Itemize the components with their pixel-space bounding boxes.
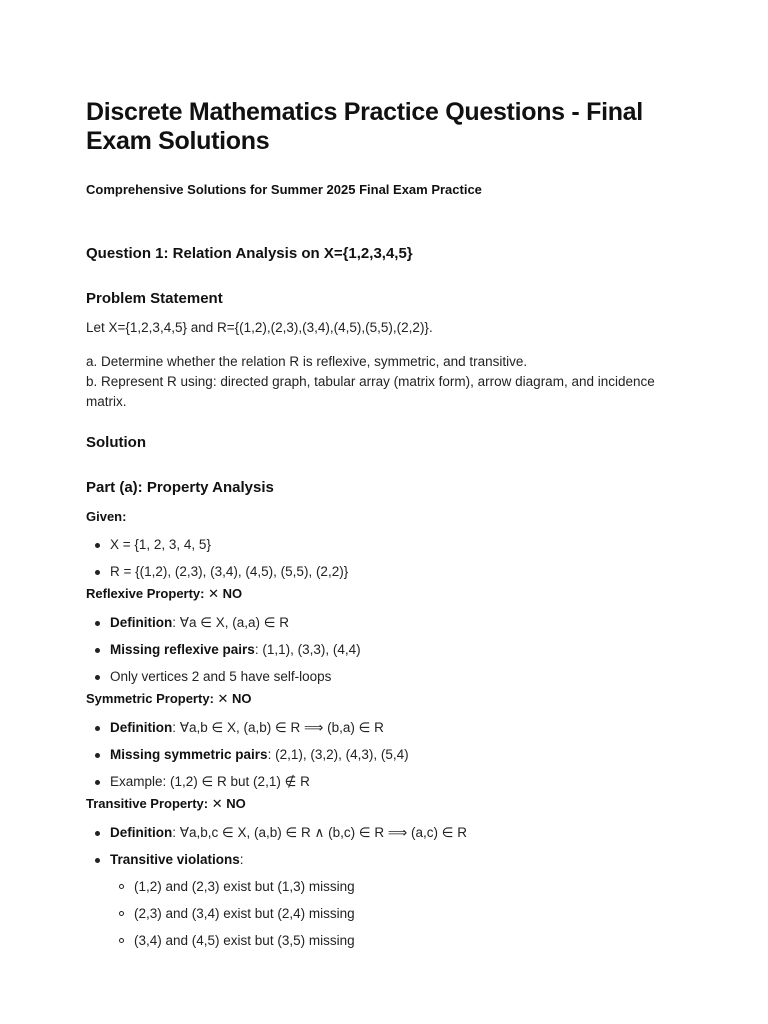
item-bold: Transitive violations (110, 852, 240, 867)
list-item: (3,4) and (4,5) exist but (3,5) missing (134, 931, 686, 951)
document-content (86, 98, 686, 958)
item-text: : (1,1), (3,3), (4,4) (254, 642, 361, 657)
reflexive-verdict: ✕ NO (208, 586, 243, 601)
reflexive-label-text: Reflexive Property (86, 586, 201, 601)
part-b-task: b. Represent R using: directed graph, tabular array (matrix form), arrow diagram, and incidence matrix. (86, 374, 655, 409)
item-text: Only vertices 2 and 5 have self-loops (110, 669, 332, 684)
symmetric-verdict: ✕ NO (217, 691, 252, 706)
part-a-task: a. Determine whether the relation R is reflexive, symmetric, and transitive. (86, 354, 528, 369)
item-text: : ∀a,b ∈ X, (a,b) ∈ R ⟹ (b,a) ∈ R (172, 720, 384, 735)
item-bold: Missing symmetric pairs (110, 747, 268, 762)
list-item (110, 613, 686, 633)
reflexive-list (86, 613, 686, 687)
solution-heading: Solution (86, 434, 146, 451)
item-bold: Missing reflexive pairs (110, 642, 255, 657)
transitive-verdict: ✕ NO (211, 796, 246, 811)
list-item: X = {1, 2, 3, 4, 5} (110, 535, 686, 555)
item-text: : ∀a,b,c ∈ X, (a,b) ∈ R ∧ (b,c) ∈ R ⟹ (a,c) ∈ R (172, 825, 468, 840)
problem-statement-text: Let X={1,2,3,4,5} and R={(1,2),(2,3),(3,4),(4,5),(5,5),(2,2)}. (86, 320, 433, 335)
transitive-label-text: Transitive Property (86, 796, 204, 811)
given-list (86, 535, 686, 582)
item-bold: Definition (110, 825, 173, 840)
item-text: : (2,1), (3,2), (4,3), (5,4) (267, 747, 409, 762)
reflexive-label: Reflexive Property: ✕ NO (86, 586, 243, 601)
list-item (110, 718, 686, 738)
question-1-heading: Question 1: Relation Analysis on X={1,2,3,4,5} (86, 245, 413, 262)
transitive-list (86, 823, 686, 951)
list-item (110, 823, 686, 843)
list-item (110, 772, 686, 792)
item-text: : ∀a ∈ X, (a,a) ∈ R (172, 615, 290, 630)
transitive-label: Transitive Property: ✕ NO (86, 796, 246, 811)
list-item: (2,3) and (3,4) exist but (2,4) missing (134, 904, 686, 924)
item-bold: Definition (110, 720, 173, 735)
page-title: Discrete Mathematics Practice Questions - Final Exam Solutions (86, 98, 643, 155)
list-item: (1,2) and (2,3) exist but (1,3) missing (134, 877, 686, 897)
list-item (110, 667, 686, 687)
list-item: R = {(1,2), (2,3), (3,4), (4,5), (5,5), (2,2)} (110, 562, 686, 582)
symmetric-list (86, 718, 686, 792)
list-item (110, 850, 686, 951)
part-a-heading: Part (a): Property Analysis (86, 479, 274, 496)
item-text: : (239, 852, 244, 867)
symmetric-label-text: Symmetric Property (86, 691, 210, 706)
list-item (110, 745, 686, 765)
item-text: Example: (1,2) ∈ R but (2,1) ∉ R (110, 774, 310, 789)
symmetric-label: Symmetric Property: ✕ NO (86, 691, 252, 706)
list-item (110, 640, 686, 660)
page-subtitle: Comprehensive Solutions for Summer 2025 Final Exam Practice (86, 182, 482, 197)
violations-list (110, 877, 686, 951)
item-bold: Definition (110, 615, 173, 630)
given-label: Given: (86, 509, 127, 524)
problem-statement-heading: Problem Statement (86, 290, 223, 307)
